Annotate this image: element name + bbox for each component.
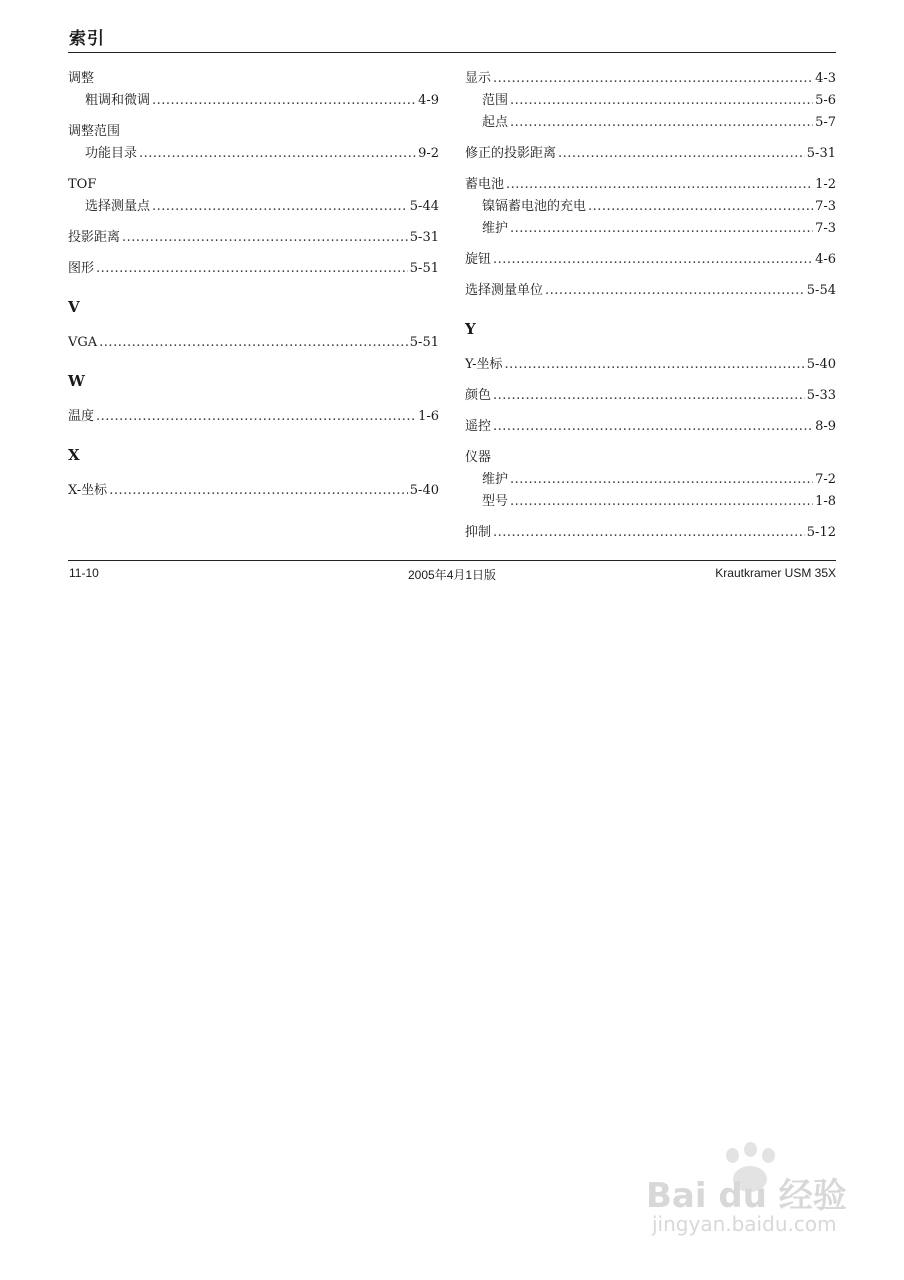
index-entry: 维护 ..... 7-3 <box>465 218 836 240</box>
index-entry: 选择测量点 ..... 5-44 <box>68 196 439 218</box>
index-heading: 调整 <box>68 71 95 86</box>
index-entry: 温度 ..... 1-6 <box>68 406 439 428</box>
footer-date: 2005年4月1日版 <box>408 568 497 582</box>
index-entry: 维护 ..... 7-2 <box>465 469 836 491</box>
index-entry: 旋钮 ..... 4-6 <box>465 249 836 271</box>
index-entry: 蓄电池 ..... 1-2 <box>465 174 836 196</box>
index-entry: 颜色 ..... 5-33 <box>465 385 836 407</box>
watermark-brand: Bai du 经验 <box>646 1176 847 1216</box>
header-rule <box>68 52 836 53</box>
index-column-left <box>68 68 439 502</box>
section-letter: V <box>68 298 80 316</box>
footer-product: Krautkramer USM 35X <box>715 566 836 580</box>
index-entry: 显示 ..... 4-3 <box>465 68 836 90</box>
index-entry: 抑制 ..... 5-12 <box>465 522 836 544</box>
index-column-right <box>465 68 836 544</box>
index-entry: 图形 ..... 5-51 <box>68 258 439 280</box>
footer-page-number: 11-10 <box>69 566 99 580</box>
index-entry: 投影距离 ..... 5-31 <box>68 227 439 249</box>
section-letter: X <box>68 446 80 464</box>
index-entry: X-坐标 ..... 5-40 <box>68 480 439 502</box>
index-entry: 范围 ..... 5-6 <box>465 90 836 112</box>
index-heading: TOF <box>68 177 97 192</box>
watermark-url: jingyan.baidu.com <box>652 1212 837 1236</box>
index-entry: 功能目录 ..... 9-2 <box>68 143 439 165</box>
paw-icon <box>726 1148 739 1163</box>
index-entry: 遥控 ..... 8-9 <box>465 416 836 438</box>
section-letter: Y <box>465 320 476 338</box>
index-entry: 粗调和微调 ..... 4-9 <box>68 90 439 112</box>
section-letter: W <box>68 372 85 390</box>
index-entry: Y-坐标 ..... 5-40 <box>465 354 836 376</box>
footer-rule <box>68 560 836 561</box>
index-entry: 型号 ..... 1-8 <box>465 491 836 513</box>
index-entry: 起点 ..... 5-7 <box>465 112 836 134</box>
page-title: 索引 <box>69 29 105 49</box>
index-entry: 选择测量单位 ..... 5-54 <box>465 280 836 302</box>
index-entry: 镍镉蓄电池的充电 ..... 7-3 <box>465 196 836 218</box>
index-entry: 修正的投影距离 ..... 5-31 <box>465 143 836 165</box>
index-entry: VGA ..... 5-51 <box>68 332 439 354</box>
index-heading: 仪器 <box>465 450 492 465</box>
index-heading: 调整范围 <box>68 124 121 139</box>
